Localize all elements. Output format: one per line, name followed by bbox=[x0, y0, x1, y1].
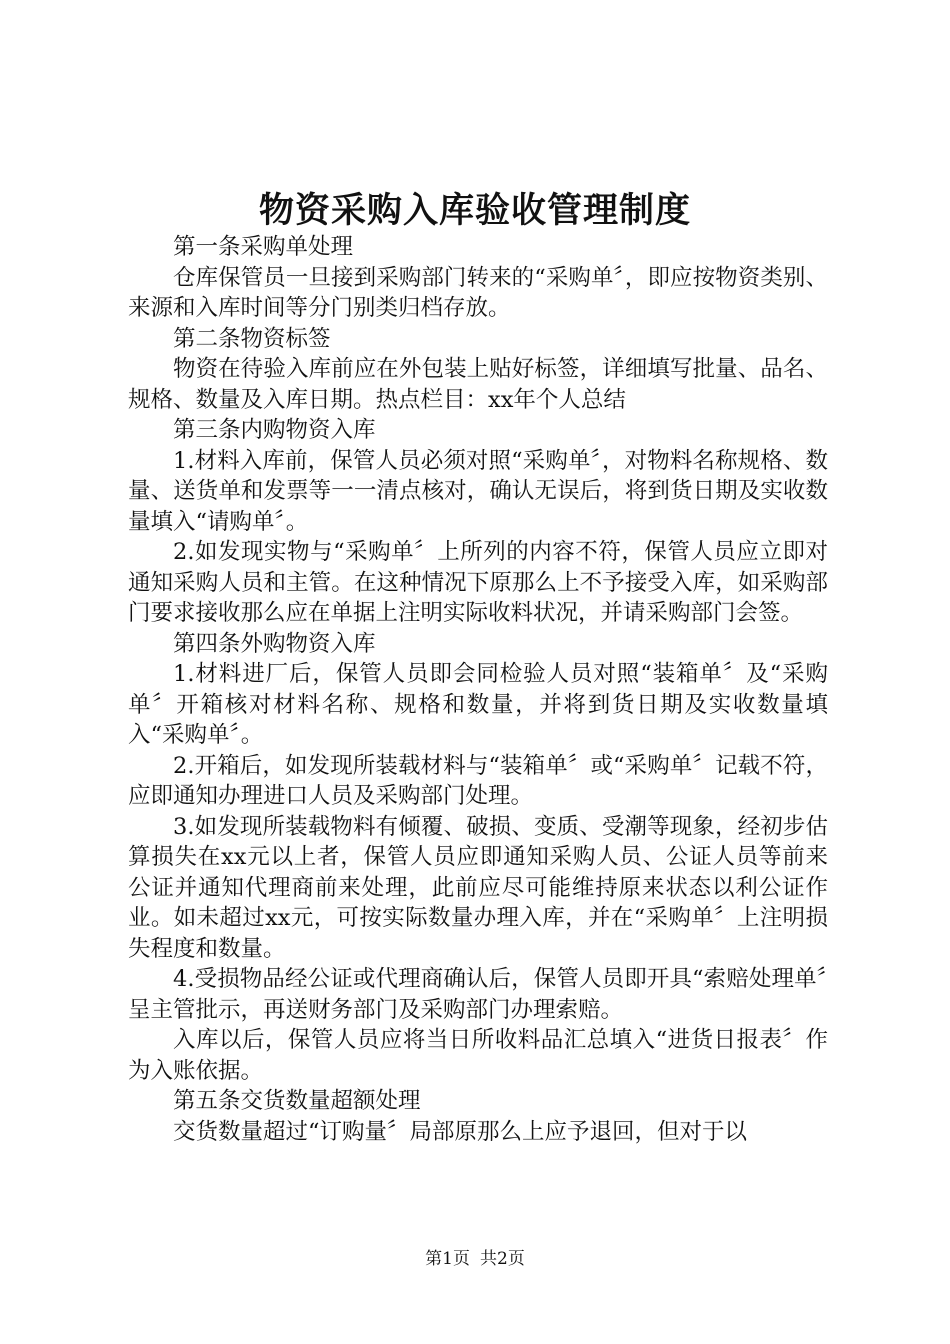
paragraph: 2.如发现实物与“采购单〞上所列的内容不符，保管人员应立即对通知采购人员和主管。在这种情况下原那么上不予接受入库，如采购部门要求接收那么应在单据上注明实际收料状况，并请采购部门会签。 bbox=[128, 539, 828, 626]
paragraph: 入库以后，保管人员应将当日所收料品汇总填入“进货日报表〞作为入账依据。 bbox=[128, 1027, 828, 1084]
article-heading: 第一条采购单处理 bbox=[173, 234, 354, 260]
paragraph: 4.受损物品经公证或代理商确认后，保管人员即开具“索赔处理单〞呈主管批示，再送财务部门及采购部门办理索赔。 bbox=[128, 966, 828, 1023]
page-footer bbox=[0, 1244, 950, 1269]
article-heading: 第四条外购物资入库 bbox=[173, 630, 376, 657]
paragraph: 2.开箱后，如发现所装载材料与“装箱单〞或“采购单〞记载不符，应即通知办理进口人员及采购部门处理。 bbox=[128, 752, 828, 809]
paragraph: 1.材料入库前，保管人员必须对照“采购单〞，对物料名称规格、数量、送货单和发票等一一清点核对，确认无误后，将到货日期及实收数量填入“请购单〞。 bbox=[128, 447, 828, 535]
article-heading: 第三条内购物资入库 bbox=[173, 417, 376, 443]
paragraph: 3.如发现所装载物料有倾覆、破损、变质、受潮等现象，经初步估算损失在xx元以上者，保管人员应即通知采购人员、公证人员等前来公证并通知代理商前来处理，此前应尽可能维持原来状态以利公证作业。如未超过xx元，可按实际数量办理入库，并在“采购单〞上注明损失程度和数量。 bbox=[128, 813, 828, 962]
paragraph: 交货数量超过“订购量〞局部原那么上应予退回，但对于以 bbox=[173, 1118, 748, 1145]
paragraph: 仓库保管员一旦接到采购部门转来的“采购单〞，即应按物资类别、来源和入库时间等分门别类归档存放。 bbox=[128, 264, 828, 321]
document-body bbox=[128, 232, 828, 1147]
article-heading: 第二条物资标签 bbox=[173, 325, 331, 352]
document-title: 物资采购入库验收管理制度 bbox=[258, 190, 691, 231]
paragraph: 1.材料进厂后，保管人员即会同检验人员对照“装箱单〞及“采购单〞开箱核对材料名称、规格和数量，并将到货日期及实收数量填入“采购单〞。 bbox=[128, 661, 828, 748]
page-number: 第1页 bbox=[425, 1249, 470, 1269]
paragraph: 物资在待验入库前应在外包装上贴好标签，详细填写批量、品名、规格、数量及入库日期。热点栏目：xx年个人总结 bbox=[128, 356, 828, 413]
article-heading: 第五条交货数量超额处理 bbox=[173, 1088, 421, 1114]
page-total: 共2页 bbox=[480, 1249, 525, 1269]
